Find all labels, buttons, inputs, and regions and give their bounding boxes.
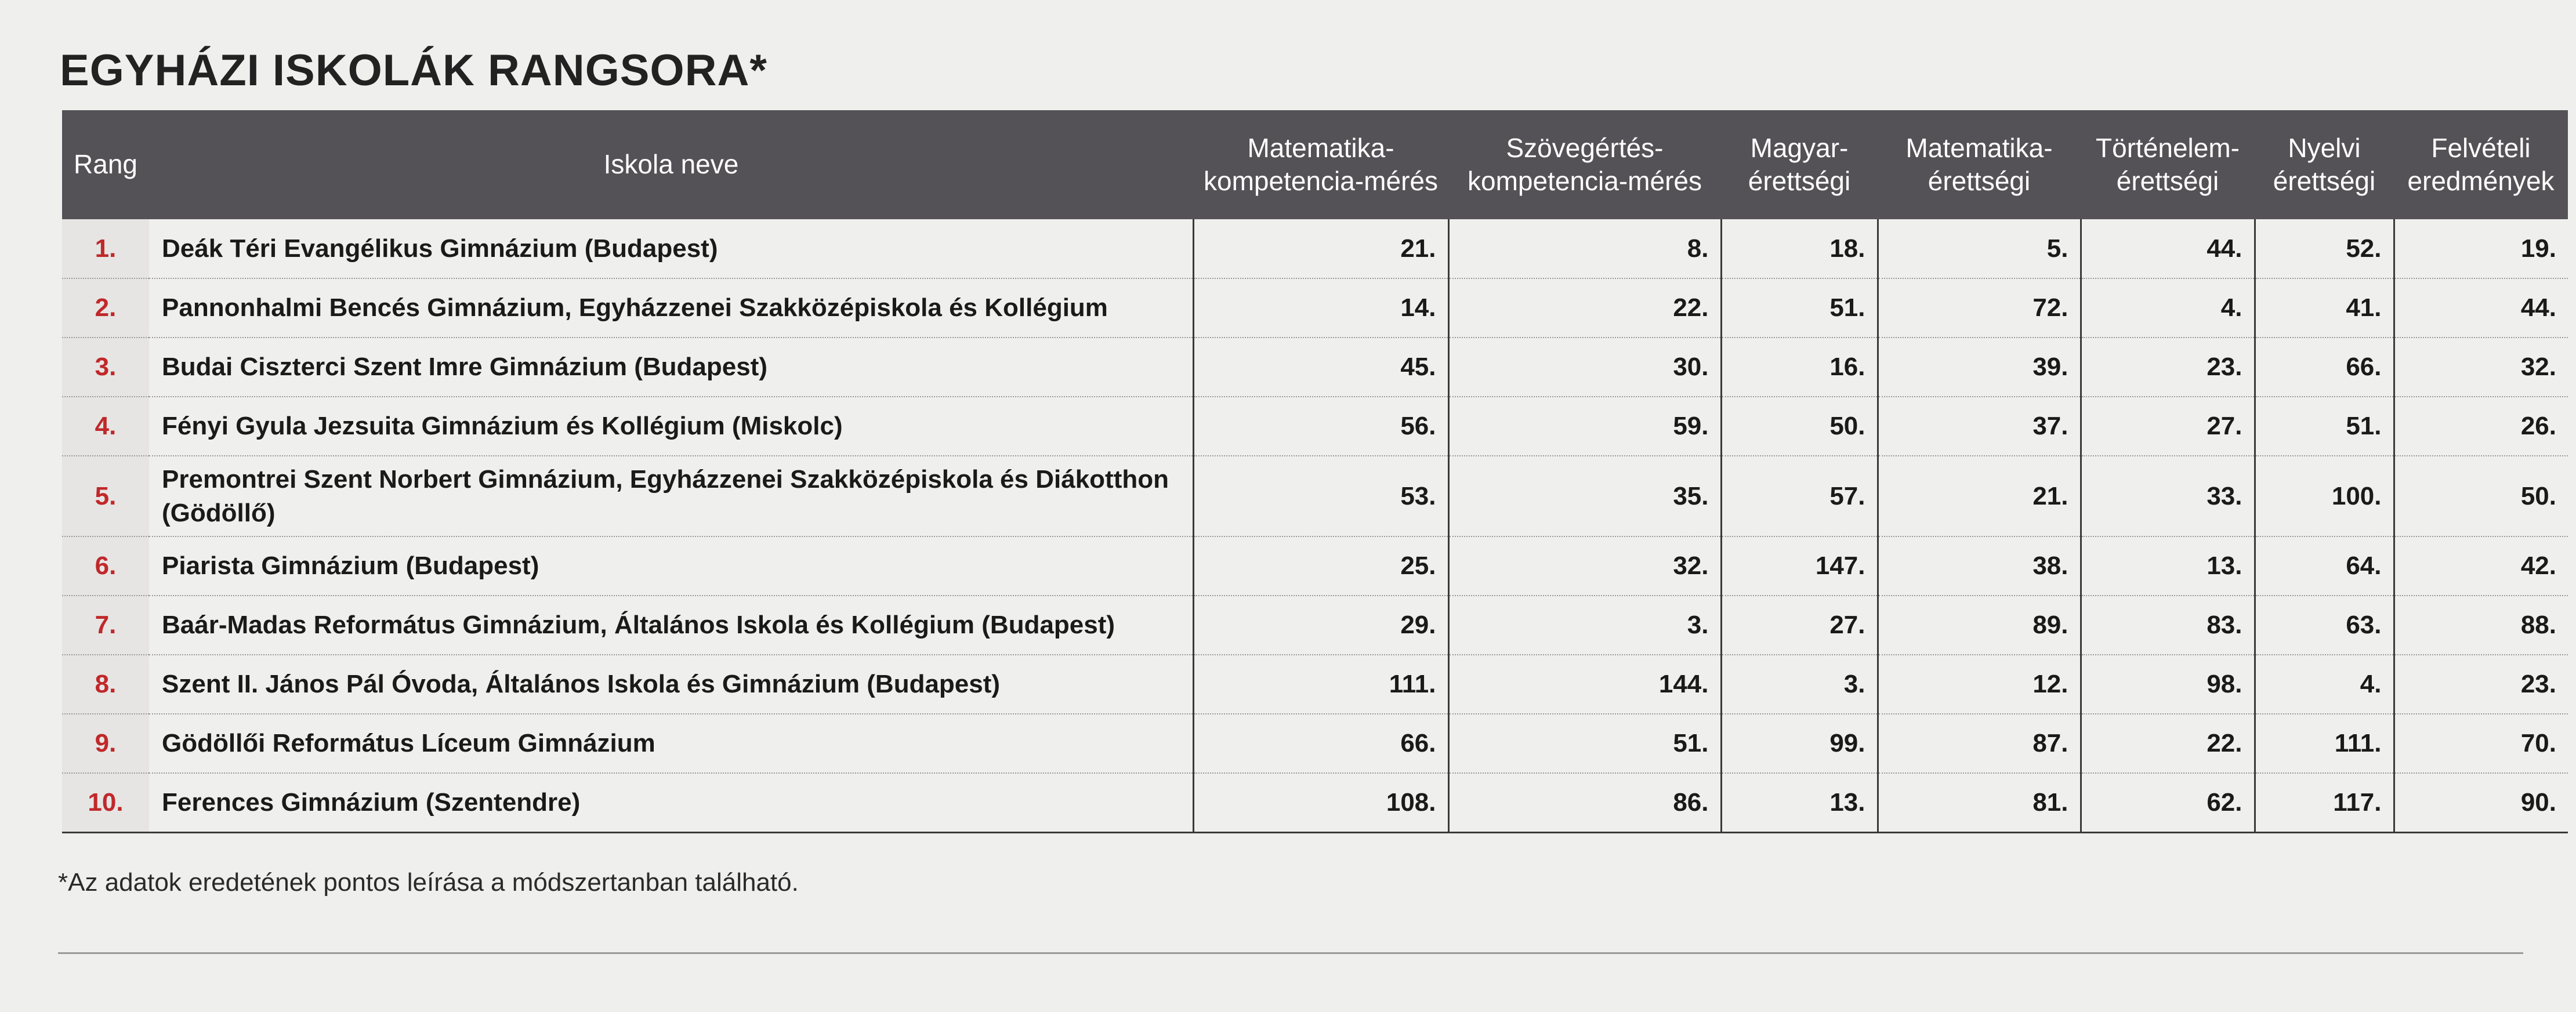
- table-row: [62, 338, 2568, 397]
- language-exam-cell: 51.: [2255, 397, 2394, 456]
- rank-cell: 8.: [62, 655, 149, 714]
- school-name-cell: Szent II. János Pál Óvoda, Általános Iskola és Gimnázium (Budapest): [149, 655, 1193, 714]
- rank-cell: 9.: [62, 714, 149, 773]
- language-exam-cell: 52.: [2255, 219, 2394, 278]
- table-row: [62, 773, 2568, 832]
- language-exam-cell: 100.: [2255, 456, 2394, 536]
- hungarian-exam-cell: 57.: [1721, 456, 1878, 536]
- admission-cell: 23.: [2394, 655, 2568, 714]
- math-exam-cell: 39.: [1878, 338, 2081, 397]
- school-name-cell: Fényi Gyula Jezsuita Gimnázium és Kollégium (Miskolc): [149, 397, 1193, 456]
- header-math-exam: Matematika- érettségi: [1905, 132, 2053, 196]
- hungarian-exam-cell: 50.: [1721, 397, 1878, 456]
- history-exam-cell: 98.: [2081, 655, 2255, 714]
- hungarian-exam-cell: 147.: [1721, 536, 1878, 596]
- page-title: EGYHÁZI ISKOLÁK RANGSORA*: [60, 46, 767, 95]
- header-math-competence: Matematika- kompetencia-mérés: [1204, 132, 1438, 196]
- math-exam-cell: 5.: [1878, 219, 2081, 278]
- math-competence-cell: 66.: [1193, 714, 1448, 773]
- header-rank: Rang: [74, 149, 137, 180]
- math-exam-cell: 87.: [1878, 714, 2081, 773]
- rank-cell: 6.: [62, 536, 149, 596]
- ranking-table: [62, 110, 2568, 833]
- table-row: [62, 596, 2568, 655]
- admission-cell: 88.: [2394, 596, 2568, 655]
- admission-cell: 19.: [2394, 219, 2568, 278]
- school-name-cell: Pannonhalmi Bencés Gimnázium, Egyházzenei Szakközépiskola és Kollégium: [149, 278, 1193, 338]
- reading-competence-cell: 35.: [1448, 456, 1721, 536]
- school-name-cell: Ferences Gimnázium (Szentendre): [149, 773, 1193, 832]
- table-row: [62, 219, 2568, 278]
- history-exam-cell: 23.: [2081, 338, 2255, 397]
- reading-competence-cell: 32.: [1448, 536, 1721, 596]
- reading-competence-cell: 86.: [1448, 773, 1721, 832]
- table-row: [62, 536, 2568, 596]
- language-exam-cell: 117.: [2255, 773, 2394, 832]
- header-school-name: Iskola neve: [603, 149, 739, 180]
- language-exam-cell: 63.: [2255, 596, 2394, 655]
- language-exam-cell: 41.: [2255, 278, 2394, 338]
- table-row: [62, 397, 2568, 456]
- history-exam-cell: 4.: [2081, 278, 2255, 338]
- hungarian-exam-cell: 16.: [1721, 338, 1878, 397]
- history-exam-cell: 33.: [2081, 456, 2255, 536]
- school-name-cell: Baár-Madas Református Gimnázium, Általános Iskola és Kollégium (Budapest): [149, 596, 1193, 655]
- language-exam-cell: 64.: [2255, 536, 2394, 596]
- hungarian-exam-cell: 13.: [1721, 773, 1878, 832]
- bottom-divider: [58, 952, 2523, 954]
- table-row: [62, 714, 2568, 773]
- school-name-cell: Deák Téri Evangélikus Gimnázium (Budapest): [149, 219, 1193, 278]
- rank-cell: 7.: [62, 596, 149, 655]
- reading-competence-cell: 8.: [1448, 219, 1721, 278]
- admission-cell: 44.: [2394, 278, 2568, 338]
- admission-cell: 32.: [2394, 338, 2568, 397]
- history-exam-cell: 13.: [2081, 536, 2255, 596]
- header-hungarian-exam: Magyar- érettségi: [1748, 132, 1851, 196]
- hungarian-exam-cell: 3.: [1721, 655, 1878, 714]
- math-competence-cell: 53.: [1193, 456, 1448, 536]
- footnote: *Az adatok eredetének pontos leírása a módszertanban található.: [58, 868, 799, 897]
- math-exam-cell: 38.: [1878, 536, 2081, 596]
- math-exam-cell: 21.: [1878, 456, 2081, 536]
- history-exam-cell: 44.: [2081, 219, 2255, 278]
- rank-cell: 1.: [62, 219, 149, 278]
- admission-cell: 50.: [2394, 456, 2568, 536]
- reading-competence-cell: 3.: [1448, 596, 1721, 655]
- table-row: [62, 456, 2568, 536]
- rank-cell: 4.: [62, 397, 149, 456]
- math-competence-cell: 111.: [1193, 655, 1448, 714]
- reading-competence-cell: 144.: [1448, 655, 1721, 714]
- hungarian-exam-cell: 18.: [1721, 219, 1878, 278]
- math-exam-cell: 81.: [1878, 773, 2081, 832]
- language-exam-cell: 111.: [2255, 714, 2394, 773]
- table-header-row: [62, 110, 2568, 219]
- hungarian-exam-cell: 51.: [1721, 278, 1878, 338]
- math-competence-cell: 56.: [1193, 397, 1448, 456]
- admission-cell: 90.: [2394, 773, 2568, 832]
- admission-cell: 26.: [2394, 397, 2568, 456]
- language-exam-cell: 66.: [2255, 338, 2394, 397]
- header-reading-competence: Szövegértés- kompetencia-mérés: [1468, 132, 1702, 196]
- history-exam-cell: 22.: [2081, 714, 2255, 773]
- reading-competence-cell: 30.: [1448, 338, 1721, 397]
- reading-competence-cell: 59.: [1448, 397, 1721, 456]
- header-admission-results: Felvételi eredmények: [2407, 132, 2555, 196]
- math-exam-cell: 12.: [1878, 655, 2081, 714]
- school-name-cell: Premontrei Szent Norbert Gimnázium, Egyházzenei Szakközépiskola és Diákotthon (Gödöllő): [149, 456, 1193, 536]
- history-exam-cell: 62.: [2081, 773, 2255, 832]
- history-exam-cell: 27.: [2081, 397, 2255, 456]
- table-row: [62, 278, 2568, 338]
- math-competence-cell: 108.: [1193, 773, 1448, 832]
- rank-cell: 3.: [62, 338, 149, 397]
- rank-cell: 2.: [62, 278, 149, 338]
- school-name-cell: Gödöllői Református Líceum Gimnázium: [149, 714, 1193, 773]
- math-exam-cell: 89.: [1878, 596, 2081, 655]
- hungarian-exam-cell: 27.: [1721, 596, 1878, 655]
- rank-cell: 5.: [62, 456, 149, 536]
- math-competence-cell: 14.: [1193, 278, 1448, 338]
- language-exam-cell: 4.: [2255, 655, 2394, 714]
- admission-cell: 42.: [2394, 536, 2568, 596]
- admission-cell: 70.: [2394, 714, 2568, 773]
- header-history-exam: Történelem- érettségi: [2096, 132, 2240, 196]
- math-exam-cell: 72.: [1878, 278, 2081, 338]
- reading-competence-cell: 22.: [1448, 278, 1721, 338]
- history-exam-cell: 83.: [2081, 596, 2255, 655]
- school-name-cell: Budai Ciszterci Szent Imre Gimnázium (Budapest): [149, 338, 1193, 397]
- math-exam-cell: 37.: [1878, 397, 2081, 456]
- school-name-cell: Piarista Gimnázium (Budapest): [149, 536, 1193, 596]
- rank-cell: 10.: [62, 773, 149, 832]
- header-language-exam: Nyelvi érettségi: [2273, 132, 2376, 196]
- math-competence-cell: 45.: [1193, 338, 1448, 397]
- reading-competence-cell: 51.: [1448, 714, 1721, 773]
- math-competence-cell: 29.: [1193, 596, 1448, 655]
- hungarian-exam-cell: 99.: [1721, 714, 1878, 773]
- math-competence-cell: 21.: [1193, 219, 1448, 278]
- math-competence-cell: 25.: [1193, 536, 1448, 596]
- table-row: [62, 655, 2568, 714]
